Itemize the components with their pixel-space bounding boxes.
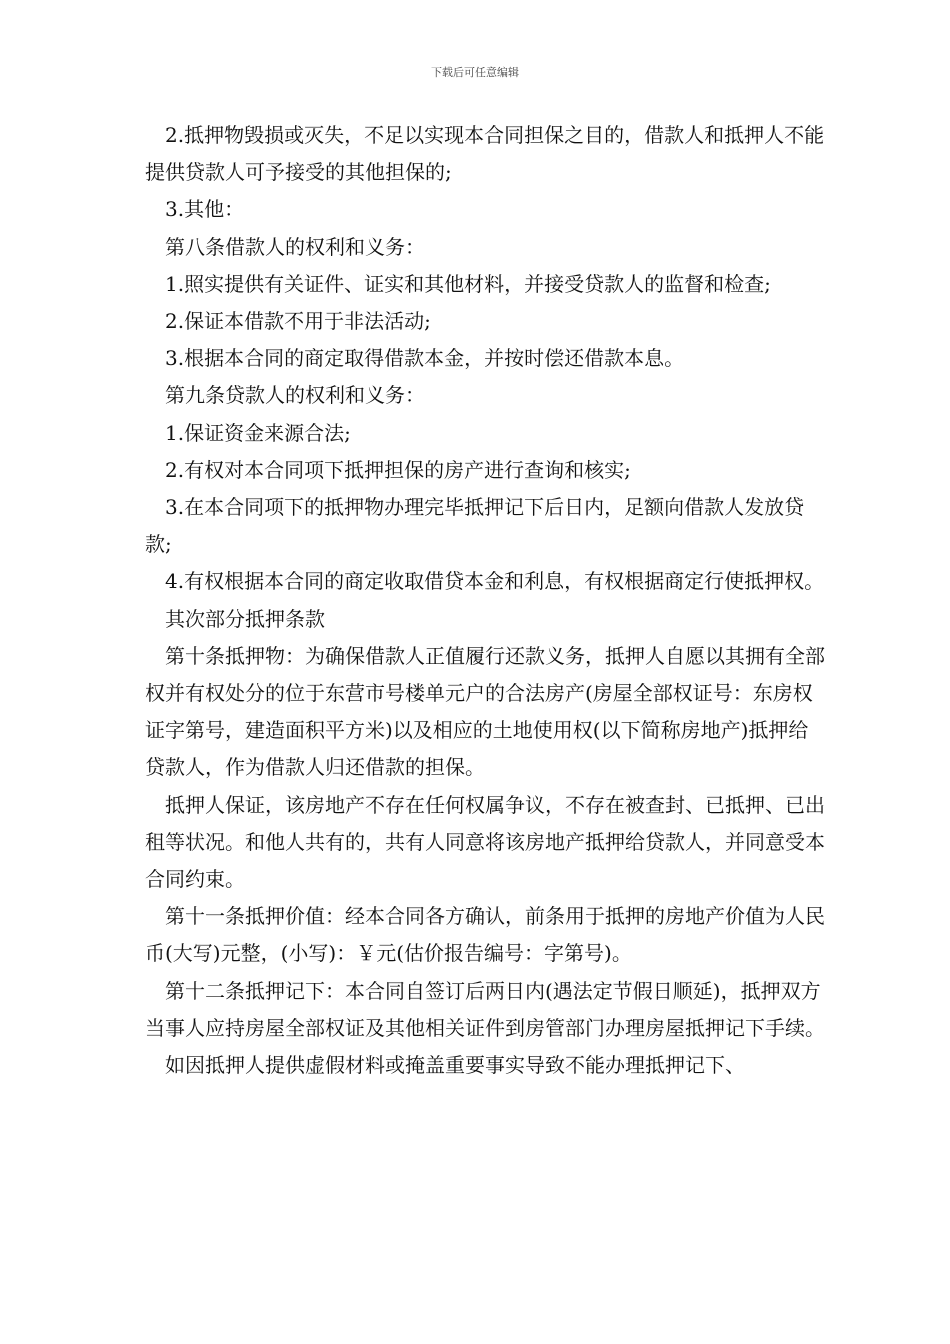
paragraph: 2.抵押物毁损或灭失，不足以实现本合同担保之目的，借款人和抵押人不能提供贷款人可予接受的其他担保的; [145, 123, 825, 185]
section-heading: 第九条贷款人的权利和义务： [165, 383, 425, 408]
paragraph: 第十条抵押物：为确保借款人正值履行还款义务，抵押人自愿以其拥有全部权并有权处分的位于东营市号楼单元户的合法房产(房屋全部权证号：东房权证字第号，建造面积平方米)以及相应的土地使用权(以下简称房地产)抵押给贷款人，作为借款人归还借款的担保。 [145, 643, 825, 780]
section-heading: 第八条借款人的权利和义务： [165, 234, 425, 259]
paragraph: 第十二条抵押记下：本合同自签订后两日内(遇法定节假日顺延)，抵押双方当事人应持房屋全部权证及其他相关证件到房管部门办理房屋抵押记下手续。 [145, 978, 825, 1040]
paragraph: 如因抵押人提供虚假材料或掩盖重要事实导致不能办理抵押记下、 [165, 1053, 745, 1078]
paragraph: 2.保证本借款不用于非法活动; [165, 309, 431, 334]
paragraph: 第十一条抵押价值：经本合同各方确认，前条用于抵押的房地产价值为人民币(大写)元整，(小写)：￥元(估价报告编号：字第号)。 [145, 904, 825, 966]
page-header-note: 下载后可任意编辑 [431, 66, 519, 79]
paragraph: 1.保证资金来源合法; [165, 420, 351, 445]
paragraph: 3.根据本合同的商定取得借款本金，并按时偿还借款本息。 [165, 346, 685, 371]
paragraph: 抵押人保证，该房地产不存在任何权属争议，不存在被查封、已抵押、已出租等状况。和他人共有的，共有人同意将该房地产抵押给贷款人，并同意受本合同约束。 [145, 792, 825, 892]
paragraph: 4.有权根据本合同的商定收取借贷本金和利息，有权根据商定行使抵押权。 [165, 569, 825, 594]
paragraph: 2.有权对本合同项下抵押担保的房产进行查询和核实; [165, 457, 631, 482]
paragraph: 1.照实提供有关证件、证实和其他材料，并接受贷款人的监督和检查; [165, 271, 771, 296]
paragraph: 3.在本合同项下的抵押物办理完毕抵押记下后日内，足额向借款人发放贷款; [145, 495, 805, 557]
paragraph: 3.其他： [165, 197, 245, 222]
part-heading: 其次部分抵押条款 [165, 606, 325, 631]
document-body [145, 117, 825, 1084]
